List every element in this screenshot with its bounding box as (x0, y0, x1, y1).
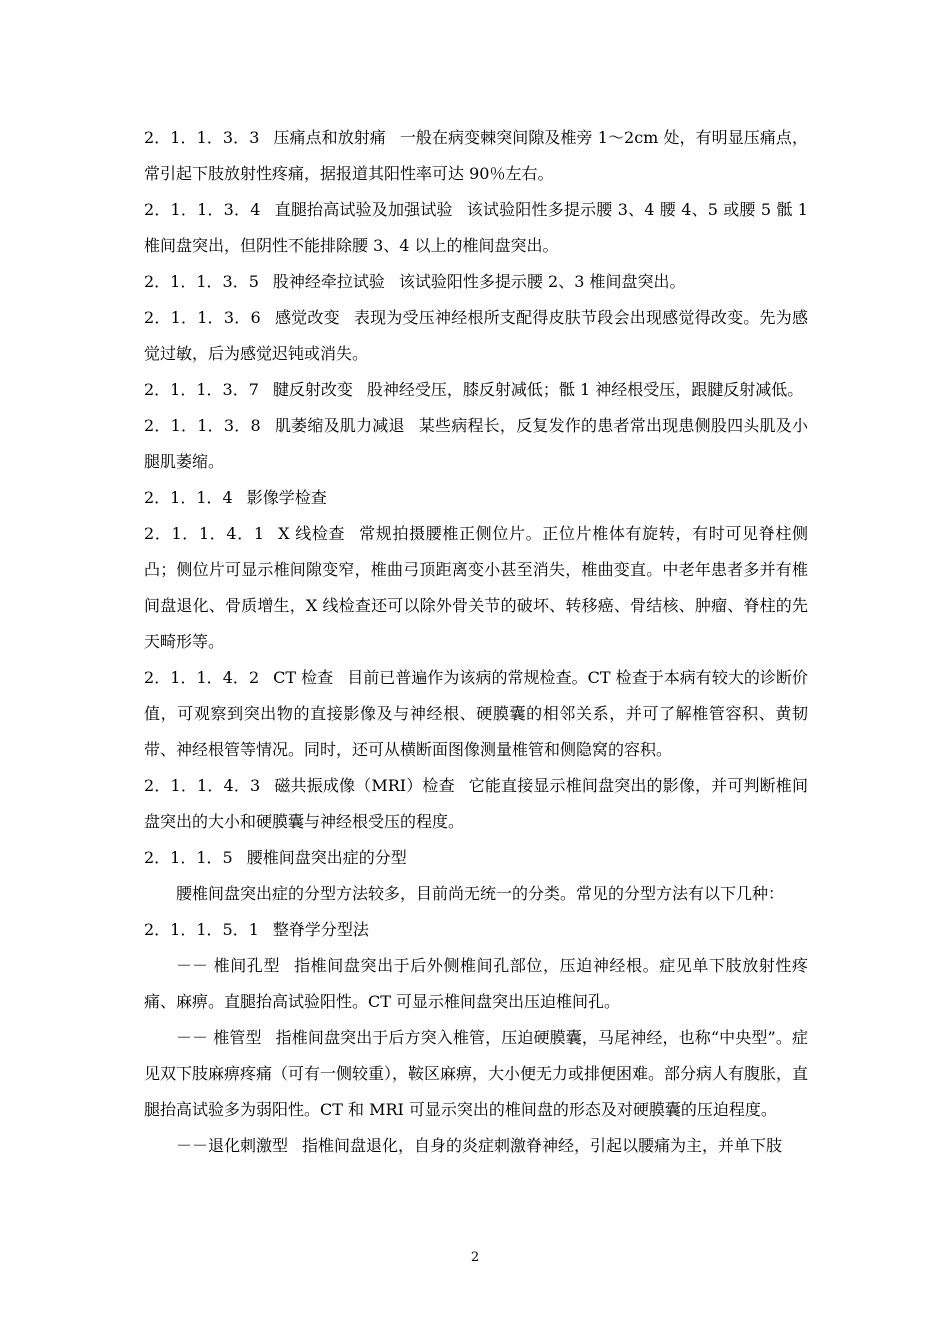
paragraph-text: 某些病程长，反复发作的患者常出现患侧股四头肌及小腿肌萎缩。 (144, 416, 808, 471)
paragraph-text: 腰椎间盘突出症的分型方法较多，目前尚无统一的分类。常见的分型方法有以下几种： (176, 884, 785, 903)
paragraph-text: 指椎间盘突出于后方突入椎管，压迫硬膜囊，马尾神经，也称“中央型”。症见双下肢麻痹疼痛（可有一侧较重），鞍区麻痹，大小便无力或排便困难。部分病人有腹胀，直腿抬高试验多为弱阳性。CT 和 MRI 可显示突出的椎间盘的形态及对硬膜囊的压迫程度。 (144, 1028, 809, 1119)
paragraph (144, 408, 808, 480)
section-title: 腰椎间盘突出症的分型 (246, 848, 407, 867)
section-title: 腱反射改变 (272, 380, 353, 399)
paragraph-text: 股神经受压，膝反射减低；骶 1 神经根受压，跟腱反射减低。 (366, 380, 804, 399)
paragraph (144, 264, 808, 300)
paragraph (144, 948, 808, 1020)
section-title: 磁共振成像（MRI）检查 (274, 776, 455, 795)
paragraph (144, 192, 808, 264)
paragraph (144, 840, 808, 876)
paragraph (144, 876, 808, 912)
section-title: 感觉改变 (274, 308, 340, 327)
paragraph-text: 该试验阳性多提示腰 3、4 腰 4、5 或腰 5 骶 1 椎间盘突出，但阴性不能排除腰 3、4 以上的椎间盘突出。 (144, 200, 808, 255)
section-number: 2．1．1．3．5 (144, 272, 259, 291)
paragraph-text: 该试验阳性多提示腰 2、3 椎间盘突出。 (398, 272, 686, 291)
paragraph-text: 表现为受压神经根所支配得皮肤节段会出现感觉得改变。先为感觉过敏，后为感觉迟钝或消失。 (144, 308, 808, 363)
paragraph (144, 300, 808, 372)
section-title: 肌萎缩及肌力减退 (274, 416, 405, 435)
section-title: －－退化刺激型 (176, 1136, 289, 1155)
section-title: －－ 椎管型 (176, 1028, 262, 1047)
section-number: 2．1．1．3．3 (144, 128, 260, 147)
page-number: 2 (470, 1250, 480, 1265)
paragraph-text: 常规拍摄腰椎正侧位片。正位片椎体有旋转，有时可见脊柱侧凸；侧位片可显示椎间隙变窄，椎曲弓顶距离变小甚至消失，椎曲变直。中老年患者多并有椎间盘退化、骨质增生，X 线检查还可以除外骨关节的破坏、转移癌、骨结核、肿瘤、脊柱的先天畸形等。 (144, 524, 808, 651)
section-number: 2．1．1．4．3 (144, 776, 261, 795)
section-number: 2．1．1．3．6 (144, 308, 261, 327)
paragraph (144, 516, 808, 660)
paragraph (144, 912, 808, 948)
paragraph (144, 1128, 808, 1164)
section-number: 2．1．1．5．1 (144, 920, 259, 939)
section-title: 影像学检查 (246, 488, 327, 507)
section-title: CT 检查 (273, 668, 334, 687)
paragraph-text: 目前已普遍作为该病的常规检查。CT 检查于本病有较大的诊断价值，可观察到突出物的直接影像及与神经根、硬膜囊的相邻关系，并可了解椎管容积、黄韧带、神经根管等情况。同时，还可从横断面图像测量椎管和侧隐窝的容积。 (144, 668, 808, 759)
section-title: 直腿抬高试验及加强试验 (274, 200, 453, 219)
section-number: 2．1．1．3．8 (144, 416, 261, 435)
paragraph-text: 指椎间盘退化，自身的炎症刺激脊神经，引起以腰痛为主，并单下肢 (302, 1136, 783, 1155)
section-number: 2．1．1．5 (144, 848, 233, 867)
section-number: 2．1．1．4．2 (144, 668, 260, 687)
section-title: －－ 椎间孔型 (176, 956, 281, 975)
paragraph (144, 120, 808, 192)
paragraph-text: 指椎间盘突出于后外侧椎间孔部位，压迫神经根。症见单下肢放射性疼痛、麻痹。直腿抬高试验阳性。CT 可显示椎间盘突出压迫椎间孔。 (144, 956, 808, 1011)
section-number: 2．1．1．4 (144, 488, 233, 507)
section-title: 压痛点和放射痛 (273, 128, 386, 147)
section-title: X 线检查 (278, 524, 346, 543)
section-number: 2．1．1．3．4 (144, 200, 261, 219)
paragraph-text: 它能直接显示椎间盘突出的影像，并可判断椎间盘突出的大小和硬膜囊与神经根受压的程度。 (144, 776, 808, 831)
paragraph-text: 一般在病变棘突间隙及椎旁 1～2cm 处，有明显压痛点，常引起下肢放射性疼痛，据报道其阳性率可达 90％左右。 (144, 128, 808, 183)
section-number: 2．1．1．3．7 (144, 380, 259, 399)
paragraph (144, 372, 808, 408)
body-text (144, 120, 808, 1164)
section-title: 股神经牵拉试验 (272, 272, 385, 291)
paragraph (144, 480, 808, 516)
paragraph (144, 768, 808, 840)
section-title: 整脊学分型法 (272, 920, 369, 939)
paragraph (144, 660, 808, 768)
paragraph (144, 1020, 808, 1128)
section-number: 2．1．1．4．1 (144, 524, 265, 543)
